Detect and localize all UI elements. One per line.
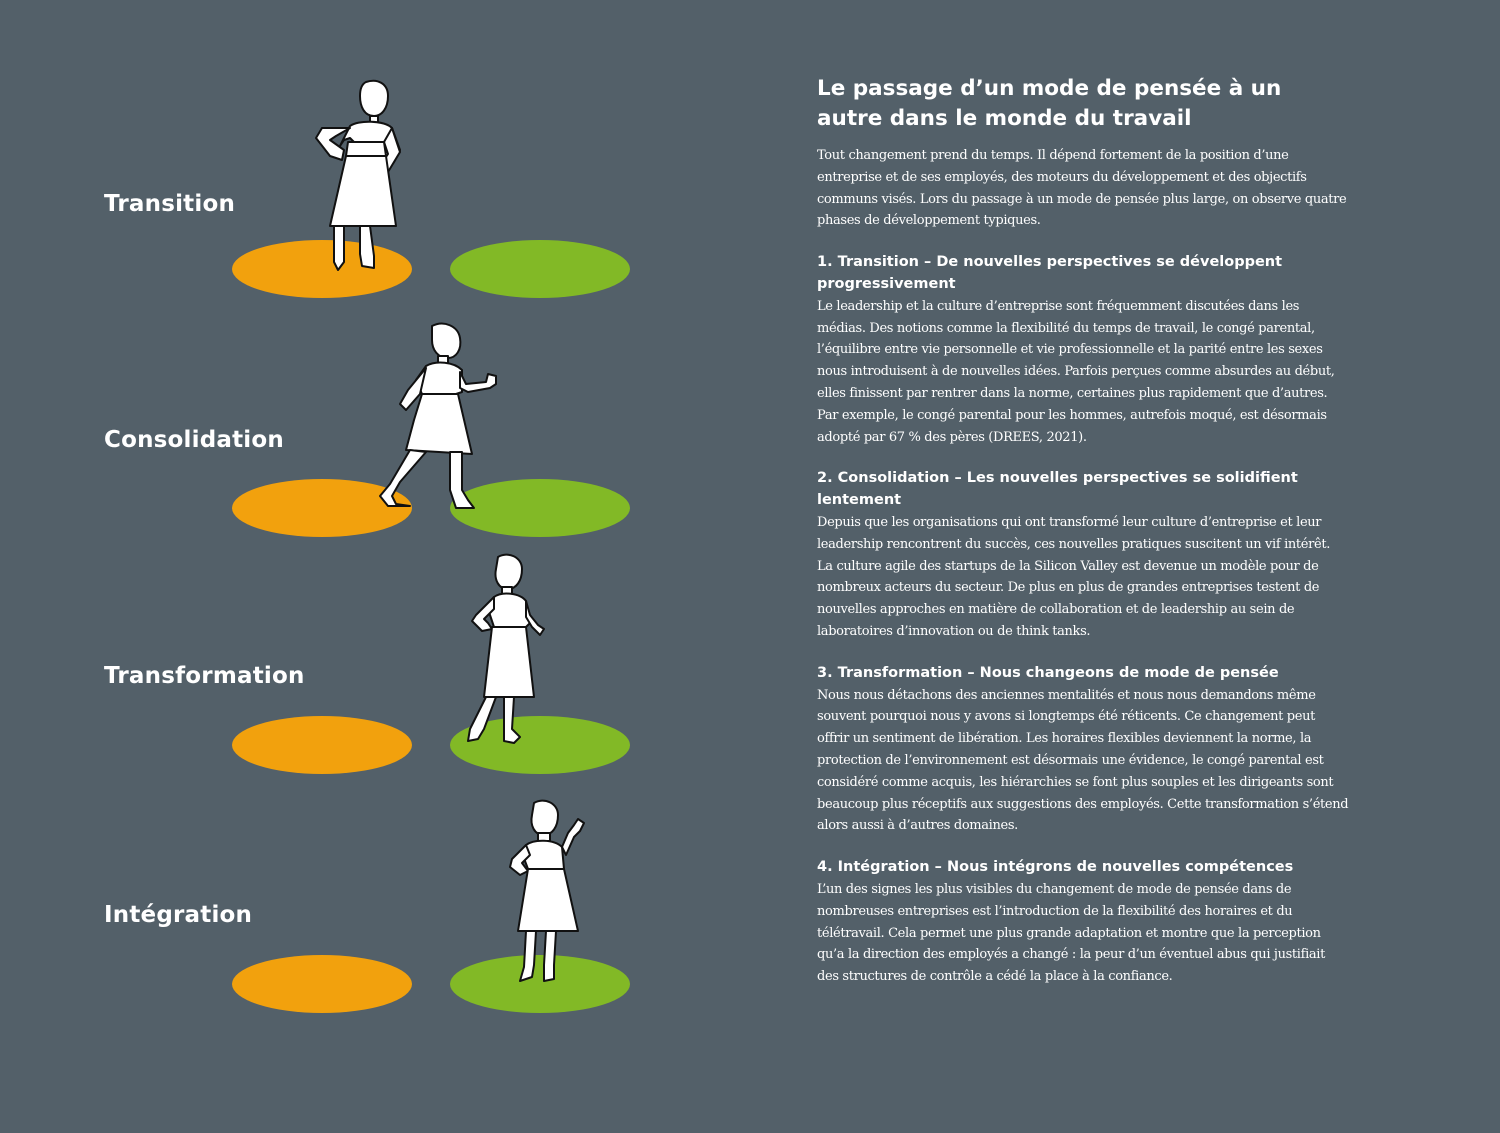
article-intro: Tout changement prend du temps. Il dépend fortement de la position d’une entreprise et de ses employés, des moteurs du développement et des objectifs communs visés. Lors du passage à un mode de pensée plus large, on observe quatre phases de développement typiques. xyxy=(817,148,1347,229)
section-body: Depuis que les organisations qui ont transformé leur culture d’entreprise et leur leadership rencontrent du succès, ces nouvelles pratiques suscitent un vif intérêt. La culture agile des startups de la Silicon Valley est devenue un modèle pour de nombreux acteurs du secteur. De plus en plus de grandes entreprises testent de nouvelles approches en matière de collaboration et de leadership au sein de laboratoires d’innovation ou de think tanks. xyxy=(817,514,1331,639)
section-transition xyxy=(817,252,1349,448)
orange-disc xyxy=(232,955,412,1013)
stage-label-integration: Intégration xyxy=(104,902,253,928)
stage-integration xyxy=(0,0,760,1020)
article-column xyxy=(817,74,1349,988)
woman-waving-figure xyxy=(504,797,594,993)
stage-label-transformation: Transformation xyxy=(104,663,305,689)
section-title: 2. Consolidation – Les nouvelles perspectives se solidifient lentement xyxy=(817,470,1298,509)
section-title: 3. Transformation – Nous changeons de mode de pensée xyxy=(817,664,1279,681)
section-title: 1. Transition – De nouvelles perspectives se développent progressivement xyxy=(817,254,1283,292)
section-consolidation xyxy=(817,468,1349,642)
section-title: 4. Intégration – Nous intégrons de nouvelles compétences xyxy=(817,859,1294,876)
section-body: L’un des signes les plus visibles du changement de mode de pensée dans de nombreuses entreprises est l’introduction de la flexibilité des horaires et du télétravail. Cela permet une plus grande adaptation et montre que la perception qu’a la direction des employés a changé : la peur d’un éventuel abus qui justifiait des structures de contrôle a cédé la place à la confiance. xyxy=(817,881,1325,985)
section-body: Nous nous détachons des anciennes mentalités et nous nous demandons même souvent pourquoi nous y avons si longtemps été réticents. Ce changement peut offrir un sentiment de libération. Les horaires flexibles deviennent la norme, la protection de l’environnement est désormais une évidence, le congé parental est considéré comme acquis, les hiérarchies se font plus souples et les dirigeants sont beaucoup plus réceptifs aux suggestions des employés. Cette transformation s’étend alors aussi à d’autres domaines. xyxy=(817,687,1349,834)
stage-label-consolidation: Consolidation xyxy=(104,427,284,453)
stage-label-transition: Transition xyxy=(104,191,236,217)
article-title: Le passage d’un mode de pensée à un autre dans le monde du travail xyxy=(817,76,1282,131)
section-transformation xyxy=(817,663,1349,837)
section-body: Le leadership et la culture d’entreprise sont fréquemment discutées dans les médias. Des notions comme la flexibilité du temps de travail, le congé parental, l’équilibre entre vie personnelle et vie professionnelle et la parité entre les sexes nous introduisent à de nouvelles idées. Parfois perçues comme absurdes au début, elles finissent par rentrer dans la norme, certaines plus rapidement que d’autres. Par exemple, le congé parental pour les hommes, autrefois moqué, est désormais adopté par 67 % des pères (DREES, 2021). xyxy=(817,298,1335,445)
section-integration xyxy=(817,857,1349,988)
